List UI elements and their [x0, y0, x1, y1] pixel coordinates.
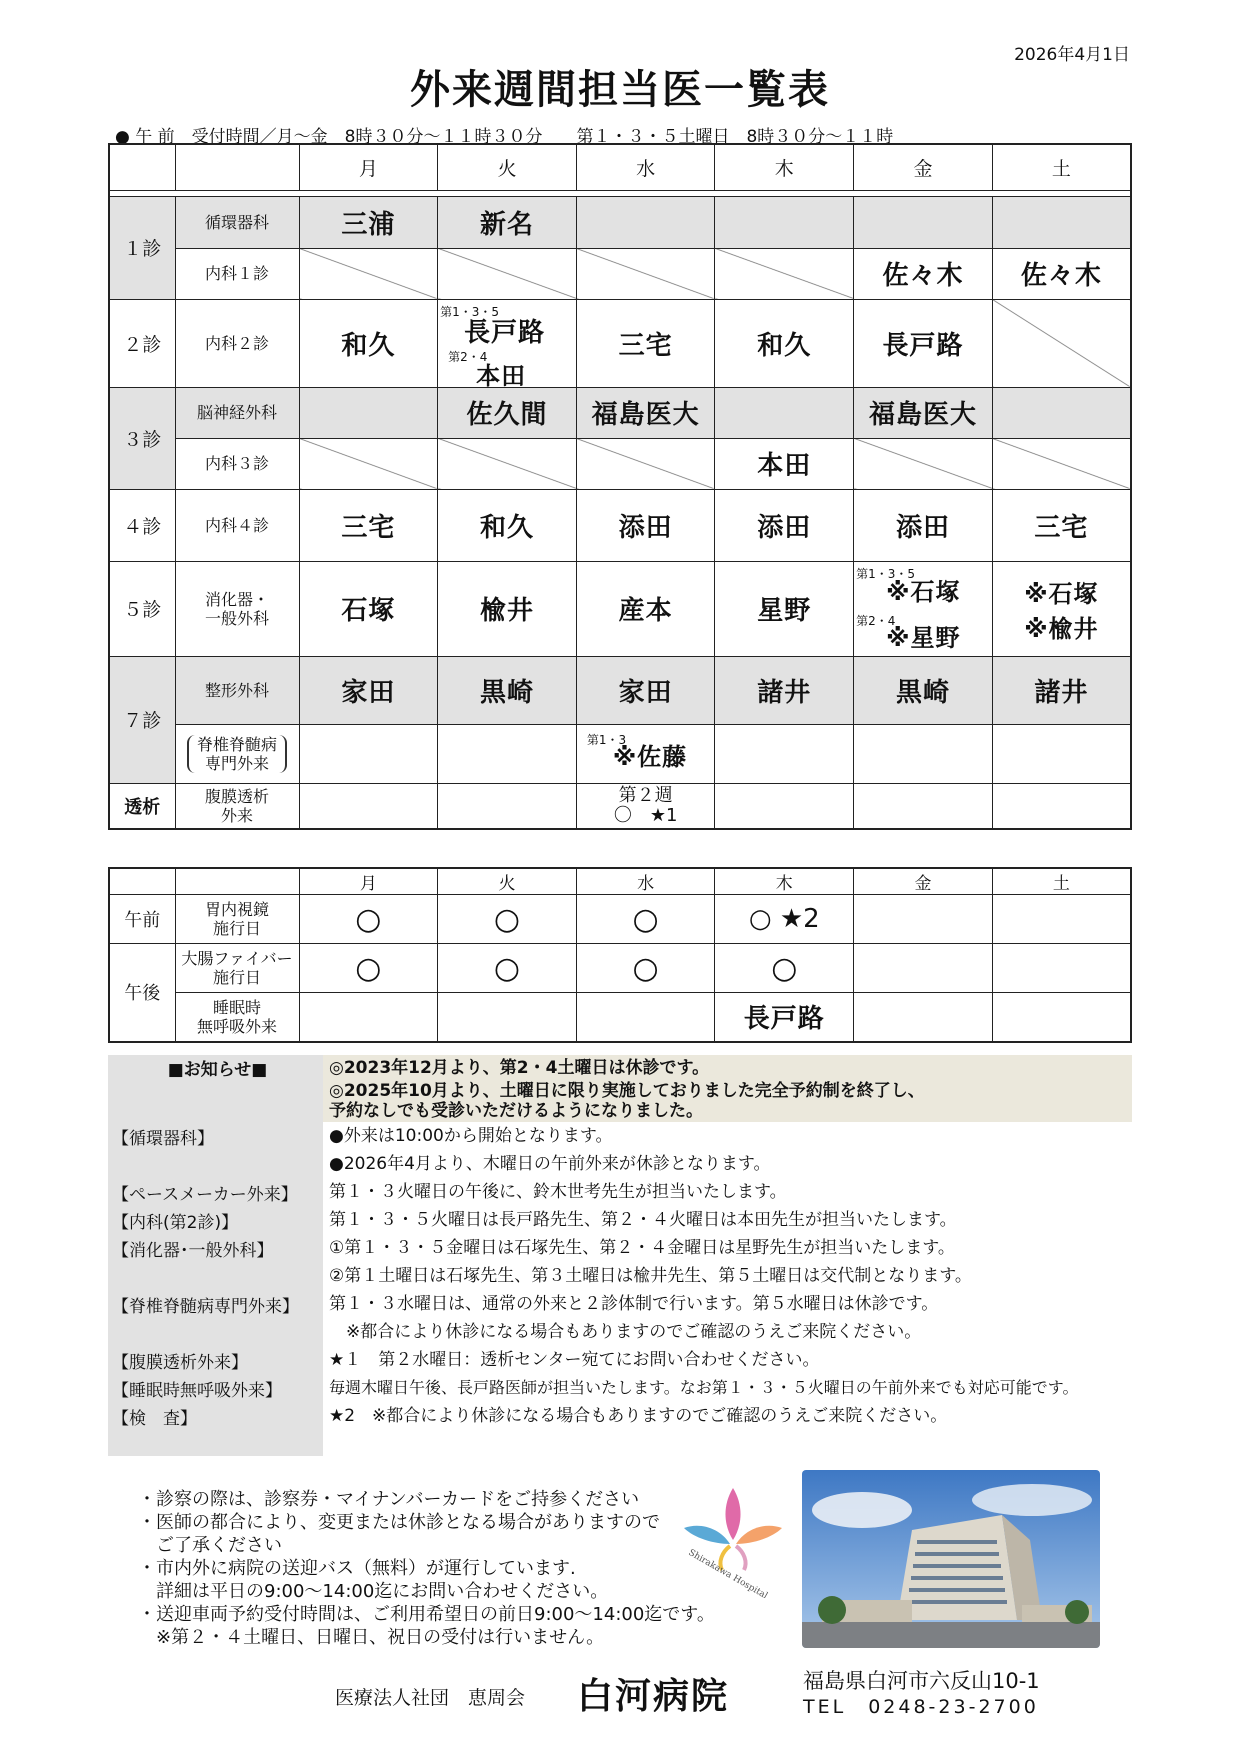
no-clinic-cell	[715, 248, 854, 299]
empty-cell	[854, 724, 993, 783]
empty-cell	[715, 783, 854, 829]
exam-label-pm: 午後	[109, 944, 175, 1042]
dept-label: 脳神経外科	[175, 387, 299, 438]
footer-note: ご了承ください	[138, 1535, 282, 1556]
exam-type-line: 無呼吸外来	[196, 1016, 277, 1036]
exam-available: ○	[438, 895, 577, 944]
exam-available: ○	[299, 944, 438, 993]
notice-label-blank	[108, 1150, 323, 1178]
hospital-phone: TEL 0248-23-2700	[803, 1696, 1039, 1718]
doctor-cell: 新名	[438, 196, 577, 248]
empty-cell	[299, 783, 438, 829]
exam-available: ○	[438, 944, 577, 993]
doctor-cell: 諸井	[715, 656, 854, 724]
notice-text: 第１・３水曜日は、通常の外来と２診体制で行います。第５水曜日は休診です。	[329, 1294, 939, 1314]
dept-label	[175, 724, 299, 783]
notice-label: 【ペースメーカー外来】	[108, 1178, 323, 1206]
group-label-dialysis: 透析	[109, 783, 175, 829]
dept-label-line: 専門外来	[204, 753, 269, 773]
logo-text: Shirakawa Hospital	[686, 1547, 770, 1598]
empty-cell	[992, 724, 1131, 783]
notice-text: ★１ 第２水曜日：透析センター宛てにお問い合わせください。	[329, 1350, 820, 1370]
doctor-cell: 添田	[576, 489, 715, 561]
doctor-cell: 福島医大	[576, 387, 715, 438]
doctor-name: ※石塚	[886, 577, 961, 606]
footer-note: 詳細は平日の9:00～14:00迄にお問い合わせください。	[138, 1581, 609, 1602]
doctor-cell-split	[576, 724, 715, 783]
day-header-sat: 土	[992, 868, 1131, 895]
dept-label-line: 外来	[220, 805, 253, 825]
empty-cell	[854, 944, 993, 993]
doctor-name: ※石塚	[1024, 579, 1099, 608]
dialysis-cell	[576, 783, 715, 829]
doctor-cell: 楡井	[438, 561, 577, 656]
doctor-cell: 和久	[299, 299, 438, 387]
notice-label: 【脊椎脊髄病専門外来】	[108, 1290, 323, 1318]
exam-available: ○	[715, 944, 854, 993]
group-label-3: ３診	[109, 387, 175, 489]
group-label-7: ７診	[109, 656, 175, 783]
exam-available: ○	[576, 895, 715, 944]
exam-type-line: 施行日	[212, 919, 261, 938]
doctor-cell: 和久	[438, 489, 577, 561]
notice-text: ①第１・３・５金曜日は石塚先生、第２・４金曜日は星野先生が担当いたします。	[329, 1238, 955, 1258]
dept-label: 内科２診	[175, 299, 299, 387]
day-header-thu: 木	[715, 868, 854, 895]
doctor-name: 長戸路	[464, 317, 546, 348]
exam-type	[175, 895, 299, 944]
dept-label: 循環器科	[175, 196, 299, 248]
schedule-table	[108, 143, 1132, 830]
doctor-cell-split	[438, 299, 577, 387]
day-header-fri: 金	[854, 144, 993, 190]
dept-label: 内科１診	[175, 248, 299, 299]
doctor-cell: 家田	[576, 656, 715, 724]
empty-cell	[299, 993, 438, 1042]
notice-text: ★2 ※都合により休診になる場合もありますのでご確認のうえご来院ください。	[329, 1406, 948, 1426]
empty-cell	[438, 993, 577, 1042]
notice-text: ②第１土曜日は石塚先生、第３土曜日は楡井先生、第５土曜日は交代制となります。	[329, 1266, 972, 1286]
doctor-cell: 福島医大	[854, 387, 993, 438]
empty-cell	[438, 783, 577, 829]
notice-spacer	[323, 1430, 1132, 1456]
notice-text: 毎週木曜日午後、長戸路医師が担当いたします。なお第１・３・５火曜日の午前外来でも対応可能です。	[329, 1378, 1079, 1397]
notice-label: 【消化器･一般外科】	[108, 1234, 323, 1262]
dept-label: 内科３診	[175, 438, 299, 489]
hospital-photo	[802, 1470, 1100, 1648]
empty-cell	[438, 724, 577, 783]
doctor-cell: 三宅	[299, 489, 438, 561]
empty-cell	[299, 724, 438, 783]
day-header-tue: 火	[438, 144, 577, 190]
doctor-cell-split	[854, 561, 993, 656]
no-clinic-cell	[438, 248, 577, 299]
week-note: 第2・4	[856, 613, 896, 628]
empty-cell	[992, 783, 1131, 829]
notice-text: ◎2023年12月より、第2・4土曜日は休診です。	[323, 1055, 1132, 1080]
doctor-cell: 三浦	[299, 196, 438, 248]
week-note: 第2・4	[448, 349, 488, 364]
doctor-name: ※楡井	[1024, 614, 1099, 643]
no-clinic-cell	[438, 438, 577, 489]
doctor-cell: 長戸路	[854, 299, 993, 387]
no-clinic-cell	[299, 438, 438, 489]
notice-label-blank	[108, 1080, 323, 1122]
dialysis-mark: 〇 ★1	[613, 804, 678, 826]
hospital-logo	[678, 1478, 788, 1598]
group-label-4: ４診	[109, 489, 175, 561]
exam-type	[175, 993, 299, 1042]
doctor-cell: 星野	[715, 561, 854, 656]
no-clinic-cell	[576, 196, 715, 248]
dept-label-line: 脊椎脊髄病	[196, 734, 277, 754]
exam-type-line: 施行日	[212, 968, 261, 987]
doctor-cell: 佐々木	[854, 248, 993, 299]
footer-note: ・医師の都合により、変更または休診となる場合がありますので	[138, 1512, 660, 1533]
exam-type-line: 睡眠時	[212, 997, 261, 1017]
doctor-cell: 産本	[576, 561, 715, 656]
exam-table	[108, 867, 1132, 1043]
footer-notes	[138, 1488, 715, 1649]
exam-type-line: 胃内視鏡	[204, 900, 269, 919]
doctor-cell: 黒崎	[438, 656, 577, 724]
page-title: 外来週間担当医一覧表	[410, 67, 830, 113]
empty-cell	[854, 993, 993, 1042]
day-header-mon: 月	[299, 868, 438, 895]
empty-cell	[992, 895, 1131, 944]
no-clinic-cell	[576, 438, 715, 489]
dept-label-line: 腹膜透析	[204, 786, 269, 806]
doctor-cell: 石塚	[299, 561, 438, 656]
header-blank	[175, 868, 299, 895]
no-clinic-cell	[992, 387, 1131, 438]
notice-text: ※都合により休診になる場合もありますのでご確認のうえご来院ください。	[329, 1322, 922, 1342]
notice-text: ●2026年4月より、木曜日の午前外来が休診となります。	[329, 1154, 771, 1174]
dept-label-line: 消化器・	[204, 589, 269, 609]
issue-date: 2026年4月1日	[1014, 45, 1130, 65]
doctor-cell: 諸井	[992, 656, 1131, 724]
footer-note: ※第２・４土曜日、日曜日、祝日の受付は行いません。	[138, 1627, 605, 1648]
hospital-address: 福島県白河市六反山10-1	[803, 1669, 1040, 1693]
notice-text: 第１・３火曜日の午後に、鈴木世考先生が担当いたします。	[329, 1182, 787, 1202]
week-note: 第２週	[618, 784, 673, 806]
doctor-cell: 長戸路	[715, 993, 854, 1042]
doctor-cell: 和久	[715, 299, 854, 387]
notice-label-blank	[108, 1262, 323, 1290]
day-header-fri: 金	[854, 868, 993, 895]
dept-label	[175, 783, 299, 829]
no-clinic-cell	[992, 196, 1131, 248]
no-clinic-cell	[299, 387, 438, 438]
dept-label-line: 一般外科	[204, 608, 269, 628]
notice-label-blank	[108, 1430, 323, 1456]
exam-available: ○	[576, 944, 715, 993]
notice-label: 【検 査】	[108, 1402, 323, 1430]
exam-type	[175, 944, 299, 993]
exam-available: ○	[299, 895, 438, 944]
day-header-wed: 水	[576, 144, 715, 190]
notice-text: 第１・３・５火曜日は長戸路先生、第２・４火曜日は本田先生が担当いたします。	[329, 1210, 957, 1230]
doctor-cell: 佐々木	[992, 248, 1131, 299]
notice-text: ●外来は10:00から開始となります。	[329, 1126, 613, 1146]
notice-text	[323, 1080, 1132, 1122]
notice-section	[108, 1055, 1132, 1456]
exam-available: ○ ★2	[715, 895, 854, 944]
doctor-cell: 三宅	[992, 489, 1131, 561]
no-clinic-cell	[299, 248, 438, 299]
day-header-tue: 火	[438, 868, 577, 895]
no-clinic-cell	[854, 438, 993, 489]
hospital-name: 白河病院	[577, 1676, 730, 1717]
no-clinic-cell	[854, 196, 993, 248]
empty-cell	[854, 783, 993, 829]
doctor-cell: 家田	[299, 656, 438, 724]
doctor-cell: 黒崎	[854, 656, 993, 724]
week-note: 第1・3・5	[856, 566, 916, 581]
notice-heading: ■お知らせ■	[108, 1055, 323, 1080]
empty-cell	[992, 944, 1131, 993]
no-clinic-cell	[576, 248, 715, 299]
notice-label: 【睡眠時無呼吸外来】	[108, 1374, 323, 1402]
doctor-cell: 添田	[715, 489, 854, 561]
footer-note: ・送迎車両予約受付時間は、ご利用希望日の前日9:00～14:00迄です。	[138, 1604, 715, 1625]
empty-cell	[715, 724, 854, 783]
doctor-cell: 添田	[854, 489, 993, 561]
group-label-2: ２診	[109, 299, 175, 387]
week-note: 第1・3	[586, 732, 627, 747]
doctor-name: 本田	[476, 361, 527, 387]
footer-note: ・市内外に病院の送迎バス（無料）が運行しています.	[138, 1558, 576, 1579]
header-blank	[109, 144, 175, 190]
day-header-wed: 水	[576, 868, 715, 895]
exam-label-am: 午前	[109, 895, 175, 944]
group-label-5: ５診	[109, 561, 175, 656]
no-clinic-cell	[715, 196, 854, 248]
day-header-mon: 月	[299, 144, 438, 190]
day-header-thu: 木	[715, 144, 854, 190]
doctor-name: ※星野	[886, 623, 961, 652]
header-blank	[109, 868, 175, 895]
header-blank	[175, 144, 299, 190]
empty-cell	[992, 993, 1131, 1042]
empty-cell	[854, 895, 993, 944]
corporation-name: 医療法人社団 恵周会	[335, 1687, 526, 1709]
group-label-1: １診	[109, 196, 175, 299]
week-note: 第1・3・5	[440, 304, 500, 319]
notice-label: 【内科(第2診)】	[108, 1206, 323, 1234]
doctor-cell-split	[992, 561, 1131, 656]
notice-line: ◎2025年10月より、土曜日に限り実施しておりました完全予約制を終了し、	[329, 1081, 925, 1101]
no-clinic-cell	[715, 387, 854, 438]
reception-hours: ● 午 前 受付時間／月～金 8時３０分～１１時３０分 第１・３・５土曜日 8時３０分～１１時	[115, 127, 894, 147]
notice-label: 【腹膜透析外来】	[108, 1346, 323, 1374]
footer-note: ・診察の際は、診察券・マイナンバーカードをご持参ください	[138, 1489, 640, 1510]
doctor-cell: 三宅	[576, 299, 715, 387]
empty-cell	[576, 993, 715, 1042]
doctor-cell: 佐久間	[438, 387, 577, 438]
exam-type-line: 大腸ファイバー	[181, 949, 293, 968]
notice-label: 【循環器科】	[108, 1122, 323, 1150]
notice-label-blank	[108, 1318, 323, 1346]
dept-label: 内科４診	[175, 489, 299, 561]
dept-label	[175, 561, 299, 656]
doctor-cell: 本田	[715, 438, 854, 489]
notice-line: 予約なしでも受診いただけるようになりました。	[329, 1101, 703, 1121]
dept-label: 整形外科	[175, 656, 299, 724]
no-clinic-cell	[992, 299, 1131, 387]
day-header-sat: 土	[992, 144, 1131, 190]
doctor-name: ※佐藤	[612, 742, 688, 771]
no-clinic-cell	[992, 438, 1131, 489]
